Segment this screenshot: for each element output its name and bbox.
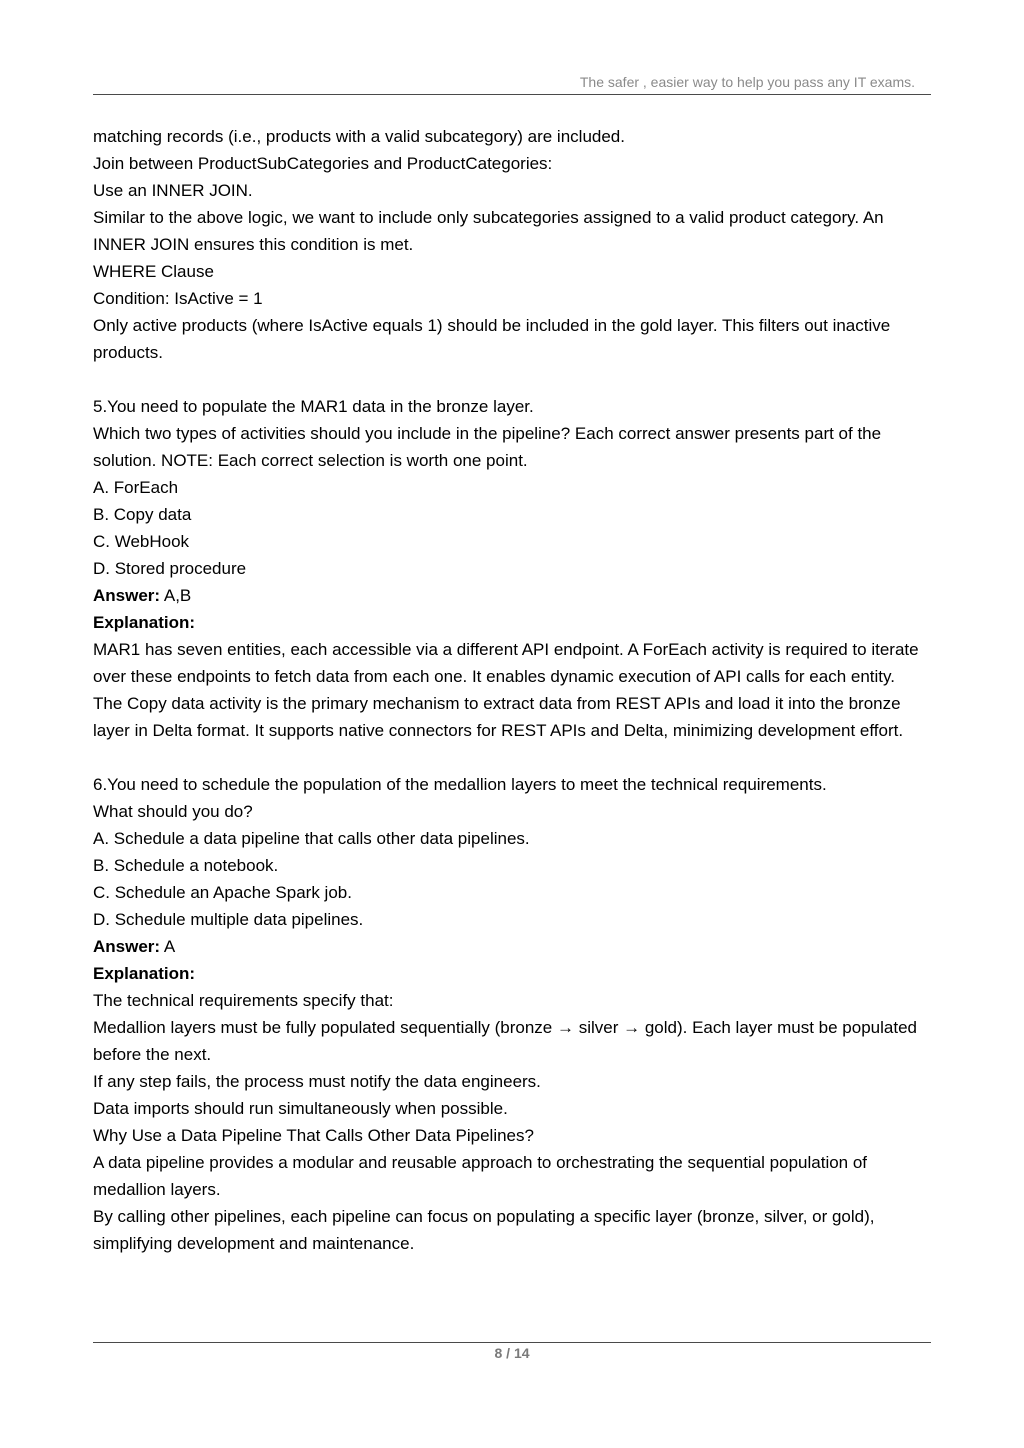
page-number: 8 / 14 — [494, 1345, 530, 1361]
explanation-paragraph: The technical requirements specify that: — [93, 991, 394, 1010]
explanation-paragraph: MAR1 has seven entities, each accessible via a different API endpoint. A ForEach activity is required to iterate over these endpoints to fetch data from each one. It enables dynamic execution of API calls for each entity. — [93, 640, 919, 686]
answer-option: A. Schedule a data pipeline that calls other data pipelines. — [93, 829, 530, 848]
page-content — [93, 123, 933, 1257]
intro-line: Condition: IsActive = 1 — [93, 289, 263, 308]
explanation-paragraph: By calling other pipelines, each pipeline can focus on populating a specific layer (bronze, silver, or gold), simplifying development and maintenance. — [93, 1207, 875, 1253]
explanation-heading — [93, 960, 933, 987]
question-prompt: What should you do? — [93, 802, 253, 821]
question-text: 6.You need to schedule the population of the medallion layers to meet the technical requirements. — [93, 775, 827, 794]
answer-option: C. Schedule an Apache Spark job. — [93, 883, 352, 902]
answer-option: C. WebHook — [93, 532, 190, 551]
explanation-paragraph: The Copy data activity is the primary mechanism to extract data from REST APIs and load it into the bronze layer in Delta format. It supports native connectors for REST APIs and Delta, minimizing development effort. — [93, 694, 904, 740]
answer-option: D. Stored procedure — [93, 559, 247, 578]
question-5 — [93, 393, 933, 744]
answer-option: B. Copy data — [93, 505, 192, 524]
question-prompt: Which two types of activities should you include in the pipeline? Each correct answer presents part of the solution. NOTE: Each correct selection is worth one point. — [93, 424, 882, 470]
answer-option: D. Schedule multiple data pipelines. — [93, 910, 364, 929]
question-text: 5.You need to populate the MAR1 data in the bronze layer. — [93, 397, 534, 416]
intro-line: Join between ProductSubCategories and ProductCategories: — [93, 154, 553, 173]
section-gap — [93, 366, 933, 393]
answer-label: Answer: — [93, 937, 161, 956]
intro-line: Use an INNER JOIN. — [93, 181, 253, 200]
explanation-paragraph: Why Use a Data Pipeline That Calls Other Data Pipelines? — [93, 1126, 534, 1145]
explanation-label: Explanation: — [93, 613, 196, 632]
answer-line — [93, 582, 933, 609]
answer-option: B. Schedule a notebook. — [93, 856, 279, 875]
answer-option: A. ForEach — [93, 478, 179, 497]
explanation-paragraph: If any step fails, the process must notify the data engineers. — [93, 1072, 541, 1091]
explanation-paragraph: A data pipeline provides a modular and reusable approach to orchestrating the sequential population of medallion layers. — [93, 1153, 868, 1199]
answer-label: Answer: — [93, 586, 161, 605]
explanation-paragraph: Medallion layers must be fully populated sequentially (bronze → silver → gold). Each layer must be populated before the next. — [93, 1018, 917, 1064]
section-gap — [93, 744, 933, 771]
page-footer — [93, 1342, 931, 1361]
answer-line — [93, 933, 933, 960]
answer-value: A — [160, 937, 176, 956]
page-header — [93, 72, 931, 95]
intro-line: matching records (i.e., products with a valid subcategory) are included. — [93, 127, 625, 146]
explanation-label: Explanation: — [93, 964, 196, 983]
explanation-heading — [93, 609, 933, 636]
explanation-paragraph: Data imports should run simultaneously when possible. — [93, 1099, 508, 1118]
question-6 — [93, 771, 933, 1257]
intro-line: WHERE Clause — [93, 262, 214, 281]
intro-line: Similar to the above logic, we want to include only subcategories assigned to a valid product category. An INNER JOIN ensures this condition is met. — [93, 208, 884, 254]
answer-value: A,B — [160, 586, 192, 605]
header-tagline: The safer , easier way to help you pass any IT exams. — [579, 74, 915, 90]
intro-section — [93, 123, 933, 366]
intro-line: Only active products (where IsActive equals 1) should be included in the gold layer. This filters out inactive products. — [93, 316, 891, 362]
